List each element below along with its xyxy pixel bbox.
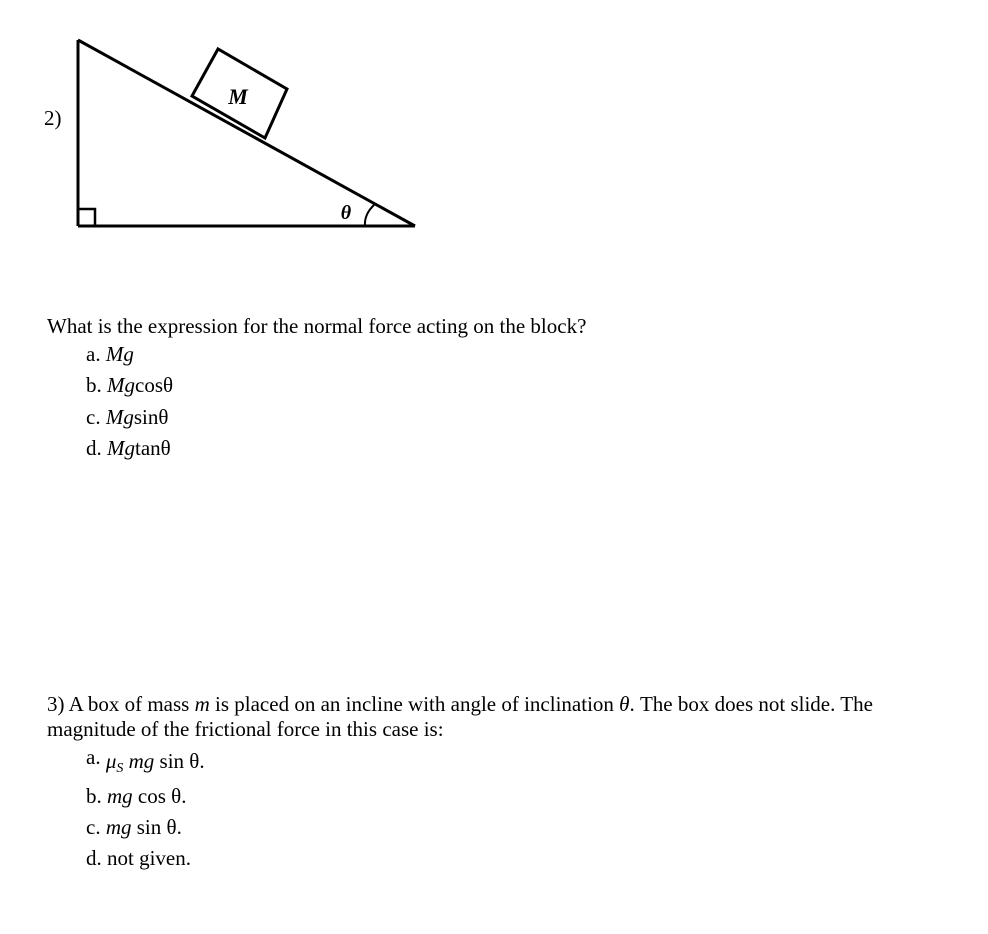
q3-option-c-letter: c.: [86, 815, 101, 839]
angle-label: θ: [340, 202, 352, 224]
q3-option-c-expr: mg: [105, 815, 132, 839]
q3-stem-part3: . The box does not slide. The magnitude of the frictional force in this case is:: [47, 692, 873, 741]
q3-option-a-rest: sin θ.: [154, 749, 205, 773]
angle-arc: [365, 204, 375, 226]
question-2-stem: What is the expression for the normal force acting on the block?: [47, 314, 587, 338]
q2-option-b-func: cosθ: [135, 373, 174, 397]
q3-stem-part1: 3) A box of mass: [47, 692, 195, 716]
q2-option-a-expr: Mg: [105, 342, 134, 366]
q3-option-b-rest: cos θ.: [132, 784, 187, 808]
q2-option-b-letter: b.: [86, 373, 102, 397]
q3-option-b-letter: b.: [86, 784, 102, 808]
q2-option-a-letter: a.: [86, 342, 101, 366]
q3-stem-mass: m: [194, 692, 210, 716]
q3-option-a-mu-sub: S: [116, 761, 124, 776]
q2-option-d-expr: Mg: [107, 436, 135, 460]
q2-option-b[interactable]: [86, 373, 173, 398]
block-label: M: [228, 84, 248, 109]
q3-stem-part2: is placed on an incline with angle of inclination: [209, 692, 620, 716]
q3-option-a[interactable]: [86, 745, 205, 777]
q2-option-c-letter: c.: [86, 405, 101, 429]
q2-option-d[interactable]: [86, 436, 171, 461]
q3-stem-theta: θ: [619, 692, 630, 716]
q3-option-b[interactable]: [86, 784, 186, 809]
q3-option-a-letter: a.: [86, 745, 101, 769]
q2-option-c-func: sinθ: [133, 405, 169, 429]
q2-option-c[interactable]: [86, 405, 168, 430]
q2-option-d-letter: d.: [86, 436, 102, 460]
question-3-stem: [47, 692, 947, 742]
q2-option-a[interactable]: [86, 342, 134, 367]
question-2-number: 2): [44, 106, 62, 130]
incline-diagram: [0, 0, 460, 260]
q3-option-d-text: not given.: [107, 846, 191, 870]
q3-option-c-rest: sin θ.: [131, 815, 182, 839]
q2-option-c-expr: Mg: [105, 405, 134, 429]
right-angle-marker: [78, 209, 95, 226]
q3-option-b-expr: mg: [107, 784, 133, 808]
q2-option-b-expr: Mg: [107, 373, 135, 397]
q3-option-a-expr: mg: [128, 749, 155, 773]
q3-option-d[interactable]: [86, 846, 191, 871]
q3-option-a-mu: μ: [105, 749, 117, 773]
q3-option-d-letter: d.: [86, 846, 102, 870]
q3-option-c[interactable]: [86, 815, 182, 840]
q2-option-d-func: tanθ: [135, 436, 171, 460]
